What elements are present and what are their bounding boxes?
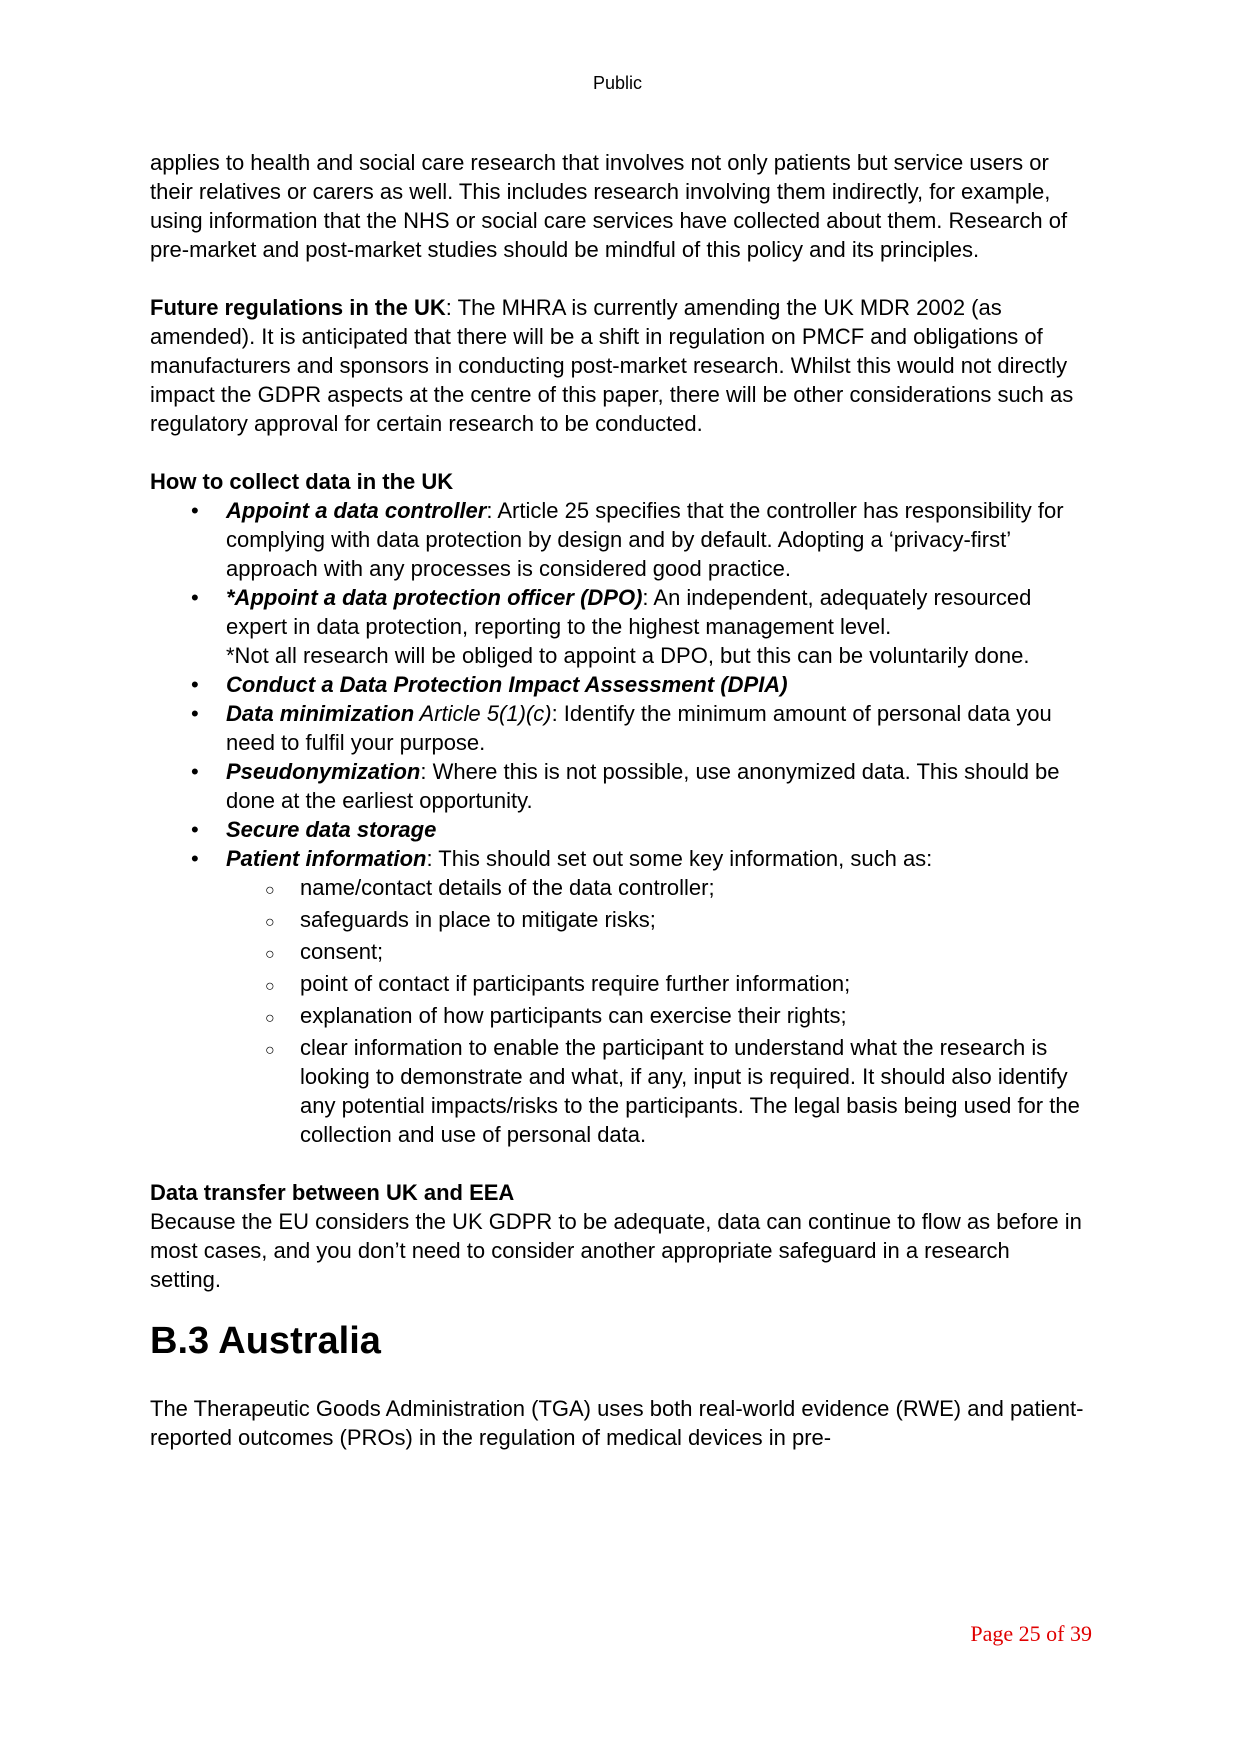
sub-list-item [226,873,1085,905]
list-item-text [226,844,1085,1149]
sub-list-item-text: point of contact if participants require further information; [300,971,851,996]
sub-list-item-text: explanation of how participants can exercise their rights; [300,1003,847,1028]
sub-list-item [226,905,1085,937]
bullet-lead: *Appoint a data protection officer (DPO) [226,585,643,610]
list-item [150,699,1085,757]
circle-bullet-icon: ○ [265,978,275,995]
bullet-note: *Not all research will be obliged to appoint a DPO, but this can be voluntarily done. [226,643,1030,668]
data-transfer-heading: Data transfer between UK and EEA [150,1180,515,1205]
circle-bullet-icon: ○ [265,914,275,931]
bullet-body: : Article 25 specifies that the controller has responsibility for complying with data protection by design and by default. Adopting a ‘privacy-first’ approach with any processes is considered good practice. [226,498,1064,581]
bullet-lead: Data minimization [226,701,415,726]
circle-bullet-icon: ○ [265,1010,275,1027]
bullet-lead: Appoint a data controller [226,498,487,523]
list-item [150,844,1085,1149]
data-transfer-paragraph: Because the EU considers the UK GDPR to be adequate, data can continue to flow as before in most cases, and you don’t need to consider another appropriate safeguard in a research setting. [150,1209,1082,1292]
bullet-lead: Secure data storage [226,817,437,842]
bullet-icon: • [191,672,199,697]
list-item-text [226,757,1085,815]
bullet-body: : Identify the minimum amount of personal data you need to fulfil your purpose. [226,701,1052,755]
sub-list-item-text: consent; [300,939,384,964]
list-item-text [226,699,1085,757]
sub-bullet-list [226,873,1085,1149]
bullet-list [150,496,1085,1149]
list-item [150,583,1085,670]
bullet-article-ref: Article 5(1)(c) [414,701,552,726]
future-regulations-heading: Future regulations in the UK [150,295,446,320]
bullet-icon: • [191,759,199,784]
intro-paragraph: applies to health and social care research that involves not only patients but service users or their relatives or carers as well. This includes research involving them indirectly, for example, using information that the NHS or social care services have collected about them. Research of pre-market and post-market studies should be mindful of this policy and its principles. [150,150,1068,262]
bullet-lead: Pseudonymization [226,759,421,784]
list-item-text [226,815,1085,844]
sub-list-item [226,1033,1085,1149]
bullet-lead: Patient information [226,846,427,871]
bullet-lead: Conduct a Data Protection Impact Assessment (DPIA) [226,672,788,697]
bullet-icon: • [191,846,199,871]
circle-bullet-icon: ○ [265,946,275,963]
bullet-icon: • [191,817,199,842]
classification-header: Public [592,73,643,93]
list-item-text [226,496,1085,583]
bullet-body: : An independent, adequately resourced expert in data protection, reporting to the highest management level. [226,585,1032,639]
sub-list-item [226,969,1085,1001]
bullet-body: : This should set out some key information, such as: [426,846,933,871]
section-heading-australia: B.3 Australia [150,1320,381,1362]
australia-paragraph: The Therapeutic Goods Administration (TGA) uses both real-world evidence (RWE) and patient-reported outcomes (PROs) in the regulation of medical devices in pre- [150,1396,1084,1450]
page-number-footer: Page 25 of 39 [970,1621,1092,1646]
sub-list-item [226,1001,1085,1033]
list-item [150,757,1085,815]
circle-bullet-icon: ○ [265,1042,275,1059]
list-item [150,496,1085,583]
bullet-icon: • [191,701,199,726]
sub-list-item-text: name/contact details of the data controller; [300,875,715,900]
bullet-icon: • [191,498,199,523]
future-regulations-paragraph [150,293,1085,438]
circle-bullet-icon: ○ [265,882,275,899]
sub-list-item [226,937,1085,969]
how-to-collect-heading: How to collect data in the UK [150,469,454,494]
list-item-text [226,583,1085,670]
bullet-body: : Where this is not possible, use anonymized data. This should be done at the earliest opportunity. [226,759,1060,813]
sub-list-item-text: clear information to enable the participant to understand what the research is looking to demonstrate and what, if any, input is required. It should also identify any potential impacts/risks to the participants. The legal basis being used for the collection and use of personal data. [300,1035,1080,1147]
list-item [150,670,1085,699]
sub-list-item-text: safeguards in place to mitigate risks; [300,907,656,932]
bullet-icon: • [191,585,199,610]
list-item [150,815,1085,844]
list-item-text [226,670,1085,699]
future-regulations-body: : The MHRA is currently amending the UK MDR 2002 (as amended). It is anticipated that there will be a shift in regulation on PMCF and obligations of manufacturers and sponsors in conducting post-market research. Whilst this would not directly impact the GDPR aspects at the centre of this paper, there will be other considerations such as regulatory approval for certain research to be conducted. [150,295,1074,436]
